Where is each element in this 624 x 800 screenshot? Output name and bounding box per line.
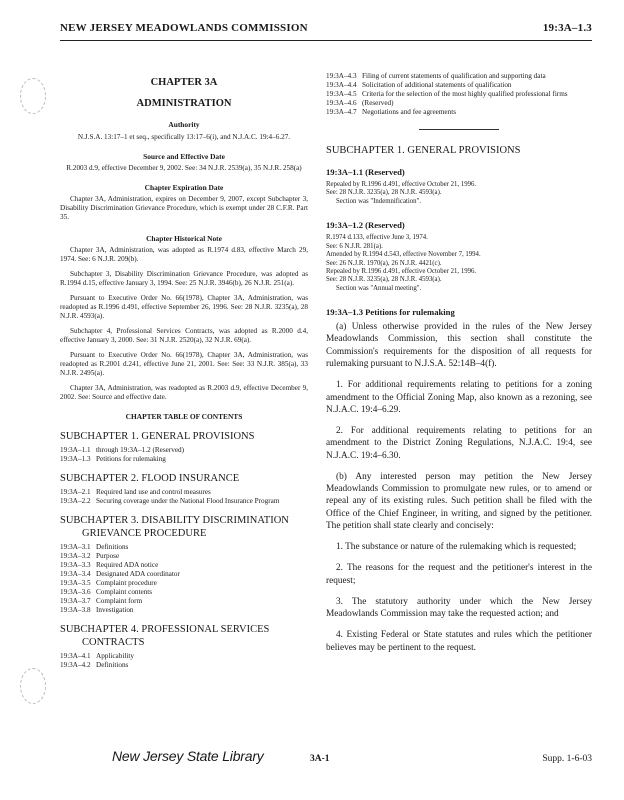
toc-item-number: 19:3A–4.4 [326, 81, 357, 89]
rule-paragraph: 4. Existing Federal or State statutes and rules which the petitioner believes may be pertinent to the request. [326, 630, 592, 653]
punch-hole-mark-top [20, 78, 46, 114]
toc-item [326, 90, 592, 99]
toc-item [60, 446, 308, 455]
toc-item-text: Applicability [96, 652, 134, 661]
divider-rule [419, 129, 499, 130]
rule-history-note: R.1974 d.133, effective June 3, 1974. [326, 234, 428, 242]
rule-paragraph: 1. For additional requirements relating to petitions for a zoning amendment to the Official Zoning Map, also known as a rezoning, see N.J.A.C. 19:4–6.29. [326, 380, 592, 415]
toc-label: CHAPTER TABLE OF CONTENTS [125, 412, 243, 422]
toc-item [60, 543, 308, 552]
toc-item [60, 455, 308, 464]
expiration-text: Chapter 3A, Administration, expires on December 9, 2007, except Subchapter 3, Disability Discrimination Grievance Procedure, which is exempt under 28 C.F.R. Part 35. [60, 195, 308, 221]
rule-heading: 19:3A–1.2 (Reserved) [326, 220, 405, 231]
toc-item-number: 19:3A–3.3 [60, 561, 91, 569]
toc-item-number: 19:3A–2.2 [60, 496, 91, 505]
toc-subchapter-3-list [60, 543, 308, 615]
toc-item-number: 19:3A–3.2 [60, 552, 91, 560]
toc-item [326, 99, 592, 108]
toc-item-number: 19:3A–4.5 [326, 90, 357, 98]
history-label: Chapter Historical Note [146, 234, 222, 243]
toc-item-number: 19:3A–3.8 [60, 606, 91, 614]
toc-item [60, 661, 308, 670]
toc-item-number: 19:3A–4.7 [326, 108, 357, 116]
toc-item-text: Filing of current statements of qualification and supporting data [362, 72, 546, 80]
toc-item-text: Definitions [96, 661, 129, 670]
chapter-title: CHAPTER 3A [150, 77, 218, 88]
source-text: R.2003 d.9, effective December 9, 2002. See: 34 N.J.R. 2539(a), 35 N.J.R. 258(a) [66, 163, 302, 172]
rule-heading: 19:3A–1.1 (Reserved) [326, 167, 405, 178]
toc-item-number: 19:3A–3.1 [60, 543, 91, 551]
toc-item-number: 19:3A–3.5 [60, 579, 91, 587]
toc-item [326, 72, 592, 81]
header-title: NEW JERSEY MEADOWLANDS COMMISSION [60, 22, 308, 34]
toc-item-number: 19:3A–3.7 [60, 597, 91, 605]
toc-item-text: Purpose [96, 552, 120, 560]
expiration-label: Chapter Expiration Date [144, 182, 224, 192]
toc-item-text: through 19:3A–1.2 (Reserved) [96, 445, 185, 454]
toc-item-text: Complaint form [96, 597, 143, 605]
toc-item-text: Required ADA notice [96, 561, 159, 569]
history-paragraph: Subchapter 3, Disability Discrimination Grievance Procedure, was adopted as R.1994 d.15, effective January 3, 1994. See: 25 N.J.R. 3946(b), 26 N.J.R. 251(a). [60, 270, 308, 288]
toc-item [60, 606, 308, 615]
toc-subchapter-3-heading: SUBCHAPTER 3. DISABILITY DISCRIMINATION [60, 514, 289, 526]
rule-history-note: Section was "Annual meeting". [336, 284, 422, 292]
toc-item-text: (Reserved) [362, 99, 394, 107]
toc-item-text: Petitions for rulemaking [96, 454, 166, 463]
toc-item-text: Investigation [96, 606, 134, 614]
toc-item-number: 19:3A–4.2 [60, 661, 91, 670]
toc-item-text: Complaint contents [96, 588, 153, 596]
toc-subchapter-2-heading: SUBCHAPTER 2. FLOOD INSURANCE [60, 472, 240, 484]
source-label: Source and Effective Date [143, 151, 225, 161]
toc-item-text: Criteria for the selection of the most highly qualified professional firms [362, 90, 568, 98]
toc-item [60, 570, 308, 579]
toc-subchapter-4-heading-line2: CONTRACTS [82, 637, 145, 649]
toc-subchapter-3-heading-line2: GRIEVANCE PROCEDURE [82, 527, 207, 539]
toc-item-text: Required land use and control measures [96, 487, 211, 496]
history-paragraph: Chapter 3A, Administration, was readopted as R.2003 d.9, effective December 9, 2002. See: Source and effective date. [60, 384, 308, 402]
history-paragraph: Pursuant to Executive Order No. 66(1978), Chapter 3A, Administration, was readopted as R.2001 d.241, effective June 21, 2001. See: See: 33 N.J.R. 385(a), 33 N.J.R. 2495(a). [60, 351, 308, 378]
toc-item-text: Complaint procedure [96, 579, 157, 587]
history-paragraph: Subchapter 4, Professional Services Contracts, was adopted as R.2000 d.4, effective January 3, 2000. See: 31 N.J.R. 2520(a), 32 N.J.R. 69(a). [60, 327, 308, 345]
authority-text: N.J.S.A. 13:17–1 et seq., specifically 13:17–6(i), and N.J.A.C. 19:4–6.27. [77, 132, 291, 141]
toc-item-number: 19:3A–1.3 [60, 454, 91, 463]
toc-item-text: Negotiations and fee agreements [362, 108, 456, 116]
toc-item [326, 108, 592, 117]
toc-item [60, 597, 308, 606]
rule-history-note: See: 6 N.J.R. 281(a). [326, 242, 383, 250]
rule-history-note: Amended by R.1994 d.543, effective November 7, 1994. [326, 251, 481, 259]
toc-item [60, 497, 308, 506]
right-column [326, 72, 592, 663]
chapter-subtitle: ADMINISTRATION [136, 98, 232, 110]
rule-history-note: See: 28 N.J.R. 3235(a), 28 N.J.R. 4593(a). [326, 276, 442, 284]
rule-paragraph: (a) Unless otherwise provided in the rules of the New Jersey Meadowlands Commission, this section shall constitute the Commission's requirements for the disposition of all requests for rulemaking pursuant to N.J.S.A. 52:14B–4(f). [326, 322, 592, 369]
rule-paragraph: (b) Any interested person may petition the New Jersey Meadowlands Commission to promulgate new rules, or to amend or repeal any of its existing rules. Such petition shall be filed with the Office of the Chief Engineer, in writing, and signed by the petitioner. The petition shall state clearly and concisely: [326, 471, 592, 531]
supplement-date: Supp. 1-6-03 [542, 754, 592, 764]
toc-subchapter-1-list [60, 446, 308, 464]
toc-subchapter-2-list [60, 488, 308, 506]
header-rule [60, 40, 592, 41]
rule-paragraph: 2. For additional requirements relating to petitions for an amendment to the District Zoning Regulations, N.J.A.C. 19:4, see N.J.A.C. 19:4–6.30. [326, 426, 592, 461]
toc-item [60, 552, 308, 561]
toc-item-text: Securing coverage under the National Flood Insurance Program [96, 496, 280, 505]
toc-item-number: 19:3A–4.6 [326, 99, 357, 107]
rule-history-note: See: 28 N.J.R. 3235(a), 28 N.J.R. 4593(a). [326, 189, 442, 197]
toc-subchapter-4-heading: SUBCHAPTER 4. PROFESSIONAL SERVICES [60, 624, 270, 635]
toc-item-number: 19:3A–1.1 [60, 445, 91, 454]
rule-heading: 19:3A–1.3 Petitions for rulemaking [326, 307, 455, 318]
toc-item-text: Definitions [96, 543, 129, 551]
history-paragraph: Pursuant to Executive Order No. 66(1978), Chapter 3A, Administration, was readopted as R.1996 d.491, effective September 26, 1996. See: 28 N.J.R. 3235(a), 28 N.J.R. 4593(a). [60, 294, 308, 321]
toc-item [60, 588, 308, 597]
rule-history-note: Repealed by R.1996 d.491, effective October 21, 1996. [326, 267, 477, 275]
toc-item-number: 19:3A–4.3 [326, 72, 357, 80]
page-number: 3A-1 [310, 754, 330, 764]
header-section-number: 19:3A–1.3 [542, 22, 592, 34]
punch-hole-mark-bottom [20, 668, 46, 704]
running-header [60, 22, 592, 38]
authority-label: Authority [168, 120, 200, 130]
toc-item [60, 579, 308, 588]
library-watermark: New Jersey State Library [112, 748, 264, 764]
toc-item-text: Solicitation of additional statements of qualification [362, 81, 512, 89]
rule-history-note: Repealed by R.1996 d.491, effective October 21, 1996. [326, 180, 477, 188]
toc-item-number: 19:3A–3.6 [60, 588, 91, 596]
rule-paragraph: 3. The statutory authority under which the New Jersey Meadowlands Commission may take the requested action; and [326, 596, 592, 620]
rule-paragraph: 1. The substance or nature of the rulemaking which is requested; [336, 542, 577, 553]
toc-item [60, 561, 308, 570]
toc-subchapter-4-list-continued [326, 72, 592, 117]
history-paragraph: Chapter 3A, Administration, was adopted as R.1974 d.83, effective March 29, 1974. See: 6 N.J.R. 209(b). [60, 246, 308, 264]
subchapter-1-heading: SUBCHAPTER 1. GENERAL PROVISIONS [326, 145, 521, 156]
toc-item [60, 488, 308, 497]
left-column [60, 70, 308, 676]
rule-paragraph: 2. The reasons for the request and the petitioner's interest in the request; [326, 563, 592, 586]
toc-item-text: Designated ADA coordinator [96, 570, 180, 578]
toc-item [60, 652, 308, 661]
page-footer [60, 748, 592, 772]
toc-item-number: 19:3A–4.1 [60, 652, 91, 661]
rule-history-note: See: 26 N.J.R. 1970(a), 26 N.J.R. 4421(c). [326, 259, 442, 267]
toc-item-number: 19:3A–2.1 [60, 487, 91, 496]
rule-history-note: Section was "Indemnification". [336, 197, 422, 205]
toc-item-number: 19:3A–3.4 [60, 570, 91, 578]
toc-subchapter-4-list [60, 652, 308, 670]
toc-item [326, 81, 592, 90]
toc-subchapter-1-heading: SUBCHAPTER 1. GENERAL PROVISIONS [60, 430, 255, 442]
